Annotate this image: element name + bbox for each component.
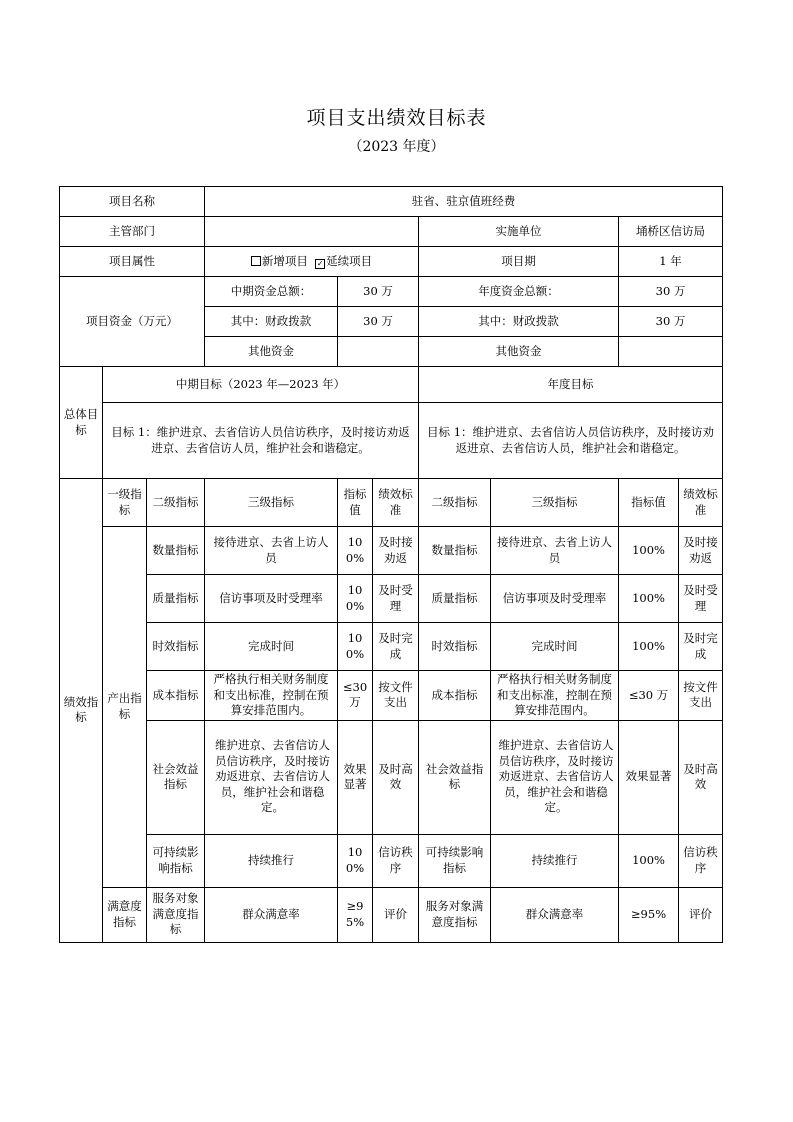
row-standard: 信访秩序 xyxy=(373,834,419,887)
header-l2-year: 二级指标 xyxy=(419,479,491,527)
row-standard: 及时完成 xyxy=(373,623,419,671)
row-value: 效果显著 xyxy=(338,720,373,834)
row-standard: 按文件支出 xyxy=(373,671,419,721)
project-name-label: 项目名称 xyxy=(60,187,205,217)
satisfaction-standard-year: 评价 xyxy=(679,887,723,942)
row-standard-year: 及时接劝返 xyxy=(679,527,723,575)
row-l2-year: 社会效益指标 xyxy=(419,720,491,834)
row-l2: 可持续影响指标 xyxy=(147,834,205,887)
page-subtitle: （2023 年度） xyxy=(348,139,445,155)
row-l3-year: 持续推行 xyxy=(491,834,619,887)
row-l3-year: 信访事项及时受理率 xyxy=(491,575,619,623)
row-l3: 严格执行相关财务制度和支出标准，控制在预算安排范围内。 xyxy=(205,671,338,721)
table-row xyxy=(60,720,723,834)
table-row xyxy=(60,834,723,887)
row-standard-year: 及时高效 xyxy=(679,720,723,834)
year-other-label: 其他资金 xyxy=(419,337,619,367)
row-standard-year: 及时完成 xyxy=(679,623,723,671)
mid-fiscal-value: 30 万 xyxy=(338,307,419,337)
row-l3: 持续推行 xyxy=(205,834,338,887)
row-value: 100% xyxy=(338,527,373,575)
row-l2: 社会效益指标 xyxy=(147,720,205,834)
row-value-year: 100% xyxy=(619,623,679,671)
header-standard: 绩效标准 xyxy=(373,479,419,527)
row-l3: 接待进京、去省上访人员 xyxy=(205,527,338,575)
dept-label: 主管部门 xyxy=(60,217,205,247)
mid-goal-text: 目标 1：维护进京、去省信访人员信访秩序，及时接访劝返进京、去省信访人员，维护社会和谐稳定。 xyxy=(103,403,419,479)
satisfaction-l3: 群众满意率 xyxy=(205,887,338,942)
row-l3: 维护进京、去省信访人员信访秩序，及时接访劝返进京、去省信访人员，维护社会和谐稳定。 xyxy=(205,720,338,834)
header-value: 指标值 xyxy=(338,479,373,527)
row-l3: 完成时间 xyxy=(205,623,338,671)
row-l3-year: 维护进京、去省信访人员信访秩序，及时接访劝返进京、去省信访人员，维护社会和谐稳定。 xyxy=(491,720,619,834)
period-value: 1 年 xyxy=(619,247,723,277)
year-total-label: 年度资金总额： xyxy=(419,277,619,307)
attr-value xyxy=(205,247,419,277)
attr-new-label: 新增项目 xyxy=(261,253,308,268)
satisfaction-l2: 服务对象满意度指标 xyxy=(147,887,205,942)
row-l3-year: 严格执行相关财务制度和支出标准，控制在预算安排范围内。 xyxy=(491,671,619,721)
table-row xyxy=(60,623,723,671)
year-fiscal-value: 30 万 xyxy=(619,307,723,337)
row-l2-year: 质量指标 xyxy=(419,575,491,623)
row-l2: 数量指标 xyxy=(147,527,205,575)
satisfaction-l2-year: 服务对象满意度指标 xyxy=(419,887,491,942)
row-value: ≤30万 xyxy=(338,671,373,721)
checkbox-checked-icon: ✓ xyxy=(316,258,324,268)
row-value-year: 100% xyxy=(619,834,679,887)
row-value-year: ≤30 万 xyxy=(619,671,679,721)
output-indicator-label: 产出指标 xyxy=(103,527,147,888)
row-l3-year: 接待进京、去省上访人员 xyxy=(491,527,619,575)
satisfaction-value-year: ≥95% xyxy=(619,887,679,942)
row-l2-year: 成本指标 xyxy=(419,671,491,721)
header-value-year: 指标值 xyxy=(619,479,679,527)
page-title: 项目支出绩效目标表 xyxy=(306,107,487,129)
row-standard: 及时高效 xyxy=(373,720,419,834)
attr-label: 项目属性 xyxy=(60,247,205,277)
year-goal-text: 目标 1：维护进京、去省信访人员信访秩序，及时接访劝返进京、去省信访人员，维护社会和谐稳定。 xyxy=(419,403,723,479)
impl-unit-value: 埇桥区信访局 xyxy=(619,217,723,247)
checkbox-unchecked-icon xyxy=(251,256,261,266)
performance-goal-table xyxy=(59,186,723,943)
table-row xyxy=(60,527,723,575)
row-l3-year: 完成时间 xyxy=(491,623,619,671)
header-l3: 三级指标 xyxy=(205,479,338,527)
row-value-year: 100% xyxy=(619,575,679,623)
satisfaction-l3-year: 群众满意率 xyxy=(491,887,619,942)
header-l3-year: 三级指标 xyxy=(491,479,619,527)
row-l3: 信访事项及时受理率 xyxy=(205,575,338,623)
dept-value xyxy=(205,217,419,247)
header-l2: 二级指标 xyxy=(147,479,205,527)
row-l2: 成本指标 xyxy=(147,671,205,721)
row-standard: 及时接劝返 xyxy=(373,527,419,575)
mid-other-label: 其他资金 xyxy=(205,337,338,367)
row-standard-year: 信访秩序 xyxy=(679,834,723,887)
year-other-value xyxy=(619,337,723,367)
impl-unit-label: 实施单位 xyxy=(419,217,619,247)
row-value: 100% xyxy=(338,834,373,887)
satisfaction-l1: 满意度指标 xyxy=(103,887,147,942)
header-standard-year: 绩效标准 xyxy=(679,479,723,527)
row-standard-year: 按文件支出 xyxy=(679,671,723,721)
indicator-section-label: 绩效指标 xyxy=(60,479,103,943)
row-value-year: 100% xyxy=(619,527,679,575)
table-row xyxy=(60,887,723,942)
row-value-year: 效果显著 xyxy=(619,720,679,834)
mid-other-value xyxy=(338,337,419,367)
mid-total-value: 30 万 xyxy=(338,277,419,307)
year-fiscal-label: 其中：财政拨款 xyxy=(419,307,619,337)
row-standard: 及时受理 xyxy=(373,575,419,623)
mid-goal-header: 中期目标（2023 年—2023 年） xyxy=(103,367,419,403)
satisfaction-standard: 评价 xyxy=(373,887,419,942)
row-l2: 质量指标 xyxy=(147,575,205,623)
funds-label: 项目资金（万元） xyxy=(60,277,205,367)
period-label: 项目期 xyxy=(419,247,619,277)
row-l2-year: 数量指标 xyxy=(419,527,491,575)
mid-fiscal-label: 其中：财政拨款 xyxy=(205,307,338,337)
project-name-value: 驻省、驻京值班经费 xyxy=(205,187,723,217)
year-goal-header: 年度目标 xyxy=(419,367,723,403)
row-l2: 时效指标 xyxy=(147,623,205,671)
table-row xyxy=(60,671,723,721)
row-value: 100% xyxy=(338,623,373,671)
table-row xyxy=(60,575,723,623)
overall-goal-label: 总体目标 xyxy=(60,367,103,479)
row-l2-year: 时效指标 xyxy=(419,623,491,671)
row-standard-year: 及时受理 xyxy=(679,575,723,623)
header-l1: 一级指标 xyxy=(103,479,147,527)
row-l2-year: 可持续影响指标 xyxy=(419,834,491,887)
year-total-value: 30 万 xyxy=(619,277,723,307)
row-value: 100% xyxy=(338,575,373,623)
attr-continue-label: 延续项目 xyxy=(326,253,373,268)
satisfaction-value: ≥95% xyxy=(338,887,373,942)
mid-total-label: 中期资金总额： xyxy=(205,277,338,307)
